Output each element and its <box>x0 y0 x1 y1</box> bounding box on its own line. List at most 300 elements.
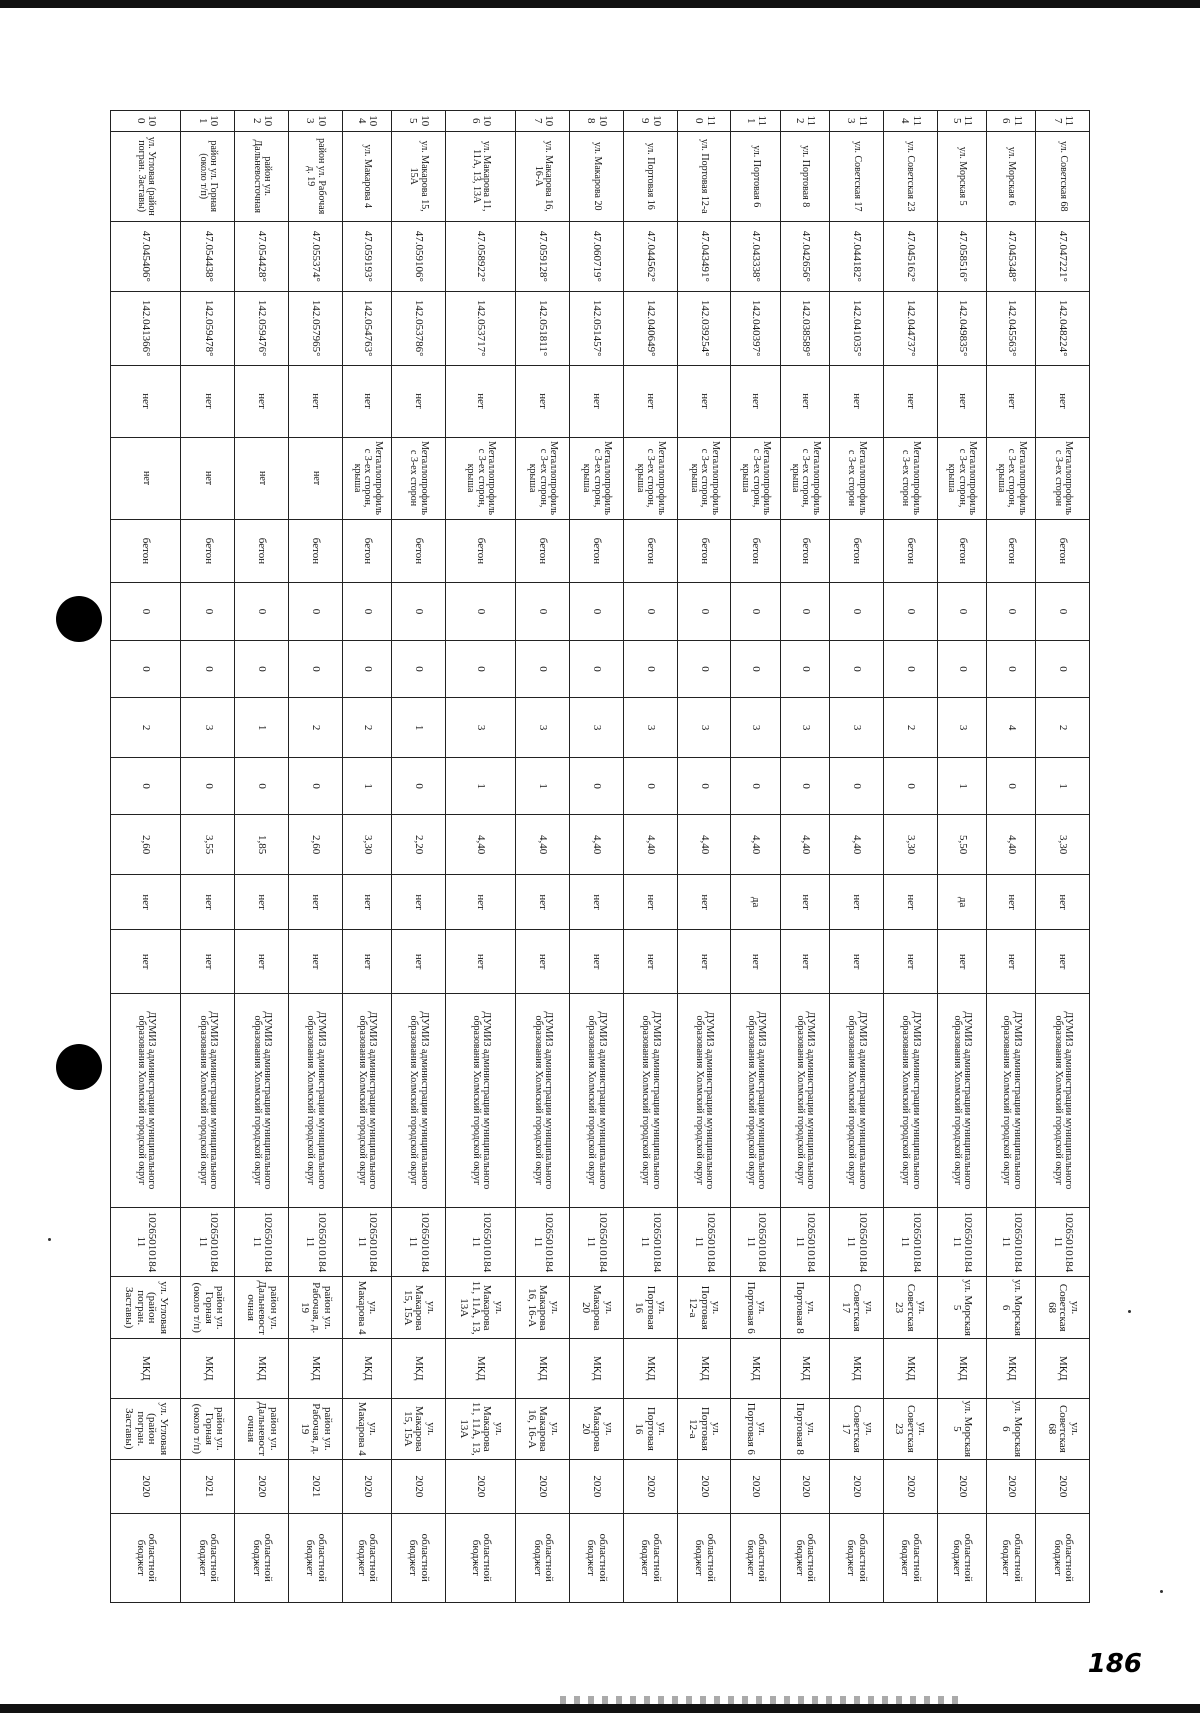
fence-type: Металлопрофиль с 3-ех сторон, крыша <box>937 437 986 519</box>
source-address: ул. Советская 17 <box>829 1277 883 1339</box>
field-4: нет <box>392 365 446 437</box>
area: 2,60 <box>288 815 342 875</box>
field-4: нет <box>516 365 570 437</box>
surface-type: бетон <box>342 519 391 583</box>
field-12: нет <box>883 874 937 929</box>
row-number: 116 <box>986 111 1035 132</box>
scan-edge-top <box>0 0 1200 8</box>
field-13: нет <box>731 930 780 994</box>
longitude: 142.044737° <box>883 291 937 365</box>
latitude: 47.047221° <box>1036 221 1090 291</box>
field-10: 1 <box>342 757 391 815</box>
field-7: 0 <box>780 583 829 641</box>
fence-type: Металлопрофиль с 3-ех сторон, крыша <box>342 437 391 519</box>
owner-name: ДУМИЗ администрации муниципального образования Холмский городской округ <box>677 993 731 1207</box>
field-12: нет <box>1036 874 1090 929</box>
containers-count: 2 <box>1036 698 1090 758</box>
field-4: нет <box>288 365 342 437</box>
field-4: нет <box>731 365 780 437</box>
field-12: нет <box>392 874 446 929</box>
fence-type: Металлопрофиль с 3-ех сторон, крыша <box>569 437 623 519</box>
owner-name: ДУМИЗ администрации муниципального образования Холмский городской округ <box>342 993 391 1207</box>
owner-ogrn: 1026501018411 <box>780 1207 829 1277</box>
surface-type: бетон <box>235 519 289 583</box>
field-12: да <box>937 874 986 929</box>
funding-source: областной бюджет <box>569 1513 623 1602</box>
area: 4,40 <box>780 815 829 875</box>
site-address: район ул. Рабочая д. 19 <box>288 131 342 221</box>
owner-ogrn: 1026501018411 <box>111 1207 181 1277</box>
area: 4,40 <box>623 815 677 875</box>
registry-table-page <box>110 110 1090 1603</box>
field-8: 0 <box>937 640 986 698</box>
source-kind: МКД <box>392 1338 446 1398</box>
surface-type: бетон <box>780 519 829 583</box>
funding-source: областной бюджет <box>731 1513 780 1602</box>
owner-name: ДУМИЗ администрации муниципального образования Холмский городской округ <box>829 993 883 1207</box>
source-address: ул. Портовая 12-а <box>677 1277 731 1339</box>
field-10: 0 <box>111 757 181 815</box>
row-number: 109 <box>623 111 677 132</box>
served-object-address: ул. Портовая 12-а <box>677 1398 731 1460</box>
field-12: нет <box>288 874 342 929</box>
funding-source: областной бюджет <box>235 1513 289 1602</box>
owner-name: ДУМИЗ администрации муниципального образования Холмский городской округ <box>392 993 446 1207</box>
field-7: 0 <box>516 583 570 641</box>
year: 2020 <box>937 1460 986 1513</box>
field-7: 0 <box>111 583 181 641</box>
fence-type: Металлопрофиль с 3-ех сторон <box>392 437 446 519</box>
year: 2020 <box>445 1460 515 1513</box>
surface-type: бетон <box>1036 519 1090 583</box>
fence-type: Металлопрофиль с 3-ех сторон, крыша <box>623 437 677 519</box>
containers-count: 2 <box>111 698 181 758</box>
year: 2020 <box>883 1460 937 1513</box>
source-kind: МКД <box>623 1338 677 1398</box>
owner-name: ДУМИЗ администрации муниципального образования Холмский городской округ <box>937 993 986 1207</box>
field-13: нет <box>623 930 677 994</box>
containers-count: 3 <box>181 698 235 758</box>
field-8: 0 <box>883 640 937 698</box>
field-7: 0 <box>288 583 342 641</box>
latitude: 47.044182° <box>829 221 883 291</box>
surface-type: бетон <box>392 519 446 583</box>
latitude: 47.043338° <box>731 221 780 291</box>
latitude: 47.054438° <box>181 221 235 291</box>
served-object-address: район ул. Горная (около т/п) <box>181 1398 235 1460</box>
source-kind: МКД <box>1036 1338 1090 1398</box>
containers-count: 3 <box>829 698 883 758</box>
field-7: 0 <box>986 583 1035 641</box>
site-address: ул. Макарова 4 <box>342 131 391 221</box>
table-row <box>181 111 235 1603</box>
owner-name: ДУМИЗ администрации муниципального образования Холмский городской округ <box>445 993 515 1207</box>
owner-name: ДУМИЗ администрации муниципального образования Холмский городской округ <box>235 993 289 1207</box>
field-4: нет <box>937 365 986 437</box>
field-4: нет <box>677 365 731 437</box>
field-10: 1 <box>445 757 515 815</box>
source-address: ул. Портовая 8 <box>780 1277 829 1339</box>
row-number: 117 <box>1036 111 1090 132</box>
source-kind: МКД <box>937 1338 986 1398</box>
surface-type: бетон <box>181 519 235 583</box>
field-4: нет <box>1036 365 1090 437</box>
row-number: 115 <box>937 111 986 132</box>
field-8: 0 <box>569 640 623 698</box>
owner-ogrn: 1026501018411 <box>677 1207 731 1277</box>
fence-type: Металлопрофиль с 3-ех сторон <box>1036 437 1090 519</box>
source-address: ул. Советская 23 <box>883 1277 937 1339</box>
field-13: нет <box>235 930 289 994</box>
source-address: ул. Портовая 6 <box>731 1277 780 1339</box>
table-row <box>235 111 289 1603</box>
field-8: 0 <box>392 640 446 698</box>
area: 4,40 <box>829 815 883 875</box>
source-address: ул. Макарова 4 <box>342 1277 391 1339</box>
funding-source: областной бюджет <box>342 1513 391 1602</box>
longitude: 142.059476° <box>235 291 289 365</box>
field-7: 0 <box>181 583 235 641</box>
punch-hole <box>56 596 102 642</box>
field-10: 0 <box>986 757 1035 815</box>
field-10: 0 <box>677 757 731 815</box>
containers-count: 2 <box>342 698 391 758</box>
site-address: район ул. Дальневосточная <box>235 131 289 221</box>
longitude: 142.038589° <box>780 291 829 365</box>
area: 4,40 <box>516 815 570 875</box>
owner-ogrn: 1026501018411 <box>1036 1207 1090 1277</box>
containers-count: 3 <box>516 698 570 758</box>
row-number: 110 <box>677 111 731 132</box>
field-8: 0 <box>780 640 829 698</box>
field-13: нет <box>883 930 937 994</box>
containers-count: 2 <box>883 698 937 758</box>
field-7: 0 <box>445 583 515 641</box>
field-13: нет <box>937 930 986 994</box>
field-4: нет <box>181 365 235 437</box>
longitude: 142.053717° <box>445 291 515 365</box>
source-kind: МКД <box>677 1338 731 1398</box>
field-7: 0 <box>677 583 731 641</box>
field-7: 0 <box>392 583 446 641</box>
field-10: 1 <box>516 757 570 815</box>
source-address: ул. Морская 5 <box>937 1277 986 1339</box>
field-7: 0 <box>623 583 677 641</box>
table-row <box>677 111 731 1603</box>
field-10: 1 <box>1036 757 1090 815</box>
owner-name: ДУМИЗ администрации муниципального образования Холмский городской округ <box>569 993 623 1207</box>
source-address: ул. Советская 68 <box>1036 1277 1090 1339</box>
area: 4,40 <box>986 815 1035 875</box>
latitude: 47.059106° <box>392 221 446 291</box>
latitude: 47.043491° <box>677 221 731 291</box>
scan-speck <box>1160 1590 1163 1593</box>
row-number: 111 <box>731 111 780 132</box>
latitude: 47.045348° <box>986 221 1035 291</box>
row-number: 113 <box>829 111 883 132</box>
surface-type: бетон <box>731 519 780 583</box>
site-address: ул. Портовая 12-а <box>677 131 731 221</box>
fence-type: Металлопрофиль с 3-ех сторон, крыша <box>677 437 731 519</box>
fence-type: Металлопрофиль с 3-ех сторон, крыша <box>780 437 829 519</box>
owner-ogrn: 1026501018411 <box>883 1207 937 1277</box>
surface-type: бетон <box>516 519 570 583</box>
site-address: ул. Угловая (район погран. Заставы) <box>111 131 181 221</box>
year: 2020 <box>829 1460 883 1513</box>
field-8: 0 <box>731 640 780 698</box>
area: 3,30 <box>342 815 391 875</box>
fence-type: нет <box>111 437 181 519</box>
field-10: 0 <box>181 757 235 815</box>
row-number: 101 <box>181 111 235 132</box>
field-10: 0 <box>288 757 342 815</box>
area: 4,40 <box>677 815 731 875</box>
area: 2,20 <box>392 815 446 875</box>
served-object-address: ул. Макарова 15, 15А <box>392 1398 446 1460</box>
field-12: нет <box>780 874 829 929</box>
field-4: нет <box>342 365 391 437</box>
field-10: 0 <box>623 757 677 815</box>
latitude: 47.059128° <box>516 221 570 291</box>
site-address: ул. Макарова 15, 15А <box>392 131 446 221</box>
source-address: район ул. Рабочая, д. 19 <box>288 1277 342 1339</box>
field-13: нет <box>181 930 235 994</box>
latitude: 47.058516° <box>937 221 986 291</box>
field-8: 0 <box>445 640 515 698</box>
source-kind: МКД <box>111 1338 181 1398</box>
field-7: 0 <box>937 583 986 641</box>
table-row <box>569 111 623 1603</box>
field-7: 0 <box>342 583 391 641</box>
year: 2020 <box>235 1460 289 1513</box>
owner-name: ДУМИЗ администрации муниципального образования Холмский городской округ <box>288 993 342 1207</box>
owner-name: ДУМИЗ администрации муниципального образования Холмский городской округ <box>1036 993 1090 1207</box>
longitude: 142.045563° <box>986 291 1035 365</box>
surface-type: бетон <box>623 519 677 583</box>
field-12: нет <box>829 874 883 929</box>
longitude: 142.039254° <box>677 291 731 365</box>
latitude: 47.045162° <box>883 221 937 291</box>
field-12: нет <box>342 874 391 929</box>
latitude: 47.045406° <box>111 221 181 291</box>
table-row <box>937 111 986 1603</box>
containers-count: 3 <box>445 698 515 758</box>
area: 3,30 <box>883 815 937 875</box>
latitude: 47.058922° <box>445 221 515 291</box>
served-object-address: ул. Морская 6 <box>986 1398 1035 1460</box>
funding-source: областной бюджет <box>829 1513 883 1602</box>
container-sites-table <box>110 110 1090 1603</box>
owner-ogrn: 1026501018411 <box>986 1207 1035 1277</box>
longitude: 142.053786° <box>392 291 446 365</box>
area: 4,40 <box>445 815 515 875</box>
surface-type: бетон <box>445 519 515 583</box>
longitude: 142.051457° <box>569 291 623 365</box>
source-kind: МКД <box>569 1338 623 1398</box>
site-address: ул. Макарова 11, 11А, 13, 13А <box>445 131 515 221</box>
field-10: 0 <box>392 757 446 815</box>
funding-source: областной бюджет <box>288 1513 342 1602</box>
surface-type: бетон <box>569 519 623 583</box>
source-kind: МКД <box>731 1338 780 1398</box>
field-13: нет <box>1036 930 1090 994</box>
fence-type: нет <box>235 437 289 519</box>
source-address: район ул. Дальневосточная <box>235 1277 289 1339</box>
field-8: 0 <box>829 640 883 698</box>
owner-ogrn: 1026501018411 <box>181 1207 235 1277</box>
source-address: ул. Макарова 15, 15А <box>392 1277 446 1339</box>
funding-source: областной бюджет <box>111 1513 181 1602</box>
surface-type: бетон <box>937 519 986 583</box>
table-row <box>731 111 780 1603</box>
field-4: нет <box>986 365 1035 437</box>
field-13: нет <box>392 930 446 994</box>
year: 2020 <box>986 1460 1035 1513</box>
source-address: ул. Макарова 16, 16-А <box>516 1277 570 1339</box>
field-12: нет <box>677 874 731 929</box>
source-address: ул. Угловая (район погран. Заставы) <box>111 1277 181 1339</box>
field-13: нет <box>516 930 570 994</box>
site-address: ул. Морская 5 <box>937 131 986 221</box>
year: 2020 <box>111 1460 181 1513</box>
area: 4,40 <box>731 815 780 875</box>
served-object-address: район ул. Дальневосточная <box>235 1398 289 1460</box>
table-row <box>883 111 937 1603</box>
rotated-table-container <box>110 110 1090 1603</box>
row-number: 100 <box>111 111 181 132</box>
source-address: ул. Портовая 16 <box>623 1277 677 1339</box>
served-object-address: ул. Портовая 8 <box>780 1398 829 1460</box>
funding-source: областной бюджет <box>1036 1513 1090 1602</box>
latitude: 47.059193° <box>342 221 391 291</box>
containers-count: 3 <box>731 698 780 758</box>
year: 2021 <box>181 1460 235 1513</box>
source-kind: МКД <box>235 1338 289 1398</box>
field-13: нет <box>342 930 391 994</box>
served-object-address: ул. Макарова 20 <box>569 1398 623 1460</box>
field-13: нет <box>780 930 829 994</box>
year: 2020 <box>516 1460 570 1513</box>
owner-ogrn: 1026501018411 <box>392 1207 446 1277</box>
field-12: нет <box>181 874 235 929</box>
field-8: 0 <box>181 640 235 698</box>
longitude: 142.048224° <box>1036 291 1090 365</box>
field-4: нет <box>623 365 677 437</box>
latitude: 47.044562° <box>623 221 677 291</box>
longitude: 142.040649° <box>623 291 677 365</box>
site-address: район ул. Горная (около т/п) <box>181 131 235 221</box>
fence-type: Металлопрофиль с 3-ех сторон, крыша <box>445 437 515 519</box>
longitude: 142.041366° <box>111 291 181 365</box>
longitude: 142.054763° <box>342 291 391 365</box>
field-8: 0 <box>677 640 731 698</box>
row-number: 112 <box>780 111 829 132</box>
surface-type: бетон <box>829 519 883 583</box>
owner-name: ДУМИЗ администрации муниципального образования Холмский городской округ <box>111 993 181 1207</box>
field-4: нет <box>780 365 829 437</box>
table-row <box>392 111 446 1603</box>
longitude: 142.057965° <box>288 291 342 365</box>
table-row <box>829 111 883 1603</box>
served-object-address: ул. Советская 17 <box>829 1398 883 1460</box>
surface-type: бетон <box>288 519 342 583</box>
field-8: 0 <box>111 640 181 698</box>
surface-type: бетон <box>883 519 937 583</box>
site-address: ул. Советская 68 <box>1036 131 1090 221</box>
latitude: 47.054428° <box>235 221 289 291</box>
field-13: нет <box>569 930 623 994</box>
funding-source: областной бюджет <box>516 1513 570 1602</box>
longitude: 142.059478° <box>181 291 235 365</box>
fence-type: Металлопрофиль с 3-ех сторон, крыша <box>516 437 570 519</box>
field-10: 0 <box>235 757 289 815</box>
owner-ogrn: 1026501018411 <box>829 1207 883 1277</box>
area: 5,50 <box>937 815 986 875</box>
site-address: ул. Портовая 6 <box>731 131 780 221</box>
containers-count: 3 <box>623 698 677 758</box>
served-object-address: ул. Макарова 11, 11А, 13, 13А <box>445 1398 515 1460</box>
containers-count: 1 <box>392 698 446 758</box>
source-kind: МКД <box>986 1338 1035 1398</box>
field-7: 0 <box>829 583 883 641</box>
containers-count: 4 <box>986 698 1035 758</box>
table-row <box>516 111 570 1603</box>
funding-source: областной бюджет <box>181 1513 235 1602</box>
year: 2020 <box>731 1460 780 1513</box>
row-number: 102 <box>235 111 289 132</box>
row-number: 108 <box>569 111 623 132</box>
field-4: нет <box>829 365 883 437</box>
funding-source: областной бюджет <box>937 1513 986 1602</box>
fence-type: Металлопрофиль с 3-ех сторон <box>829 437 883 519</box>
field-10: 0 <box>569 757 623 815</box>
field-7: 0 <box>731 583 780 641</box>
field-7: 0 <box>1036 583 1090 641</box>
table-row <box>1036 111 1090 1603</box>
site-address: ул. Морская 6 <box>986 131 1035 221</box>
funding-source: областной бюджет <box>445 1513 515 1602</box>
site-address: ул. Портовая 16 <box>623 131 677 221</box>
field-4: нет <box>569 365 623 437</box>
field-4: нет <box>883 365 937 437</box>
fence-type: Металлопрофиль с 3-ех сторон, крыша <box>731 437 780 519</box>
served-object-address: ул. Морская 5 <box>937 1398 986 1460</box>
containers-count: 3 <box>780 698 829 758</box>
served-object-address: ул. Советская 23 <box>883 1398 937 1460</box>
year: 2020 <box>1036 1460 1090 1513</box>
owner-ogrn: 1026501018411 <box>235 1207 289 1277</box>
served-object-address: ул. Портовая 16 <box>623 1398 677 1460</box>
scan-edge-bottom <box>0 1704 1200 1713</box>
year: 2021 <box>288 1460 342 1513</box>
funding-source: областной бюджет <box>392 1513 446 1602</box>
source-kind: МКД <box>342 1338 391 1398</box>
served-object-address: ул. Советская 68 <box>1036 1398 1090 1460</box>
served-object-address: район ул. Рабочая, д. 19 <box>288 1398 342 1460</box>
row-number: 106 <box>445 111 515 132</box>
owner-name: ДУМИЗ администрации муниципального образования Холмский городской округ <box>731 993 780 1207</box>
field-12: нет <box>235 874 289 929</box>
field-10: 0 <box>829 757 883 815</box>
year: 2020 <box>392 1460 446 1513</box>
field-10: 1 <box>937 757 986 815</box>
field-13: нет <box>445 930 515 994</box>
owner-ogrn: 1026501018411 <box>731 1207 780 1277</box>
source-kind: МКД <box>829 1338 883 1398</box>
served-object-address: ул. Портовая 6 <box>731 1398 780 1460</box>
source-kind: МКД <box>516 1338 570 1398</box>
fence-type: нет <box>288 437 342 519</box>
